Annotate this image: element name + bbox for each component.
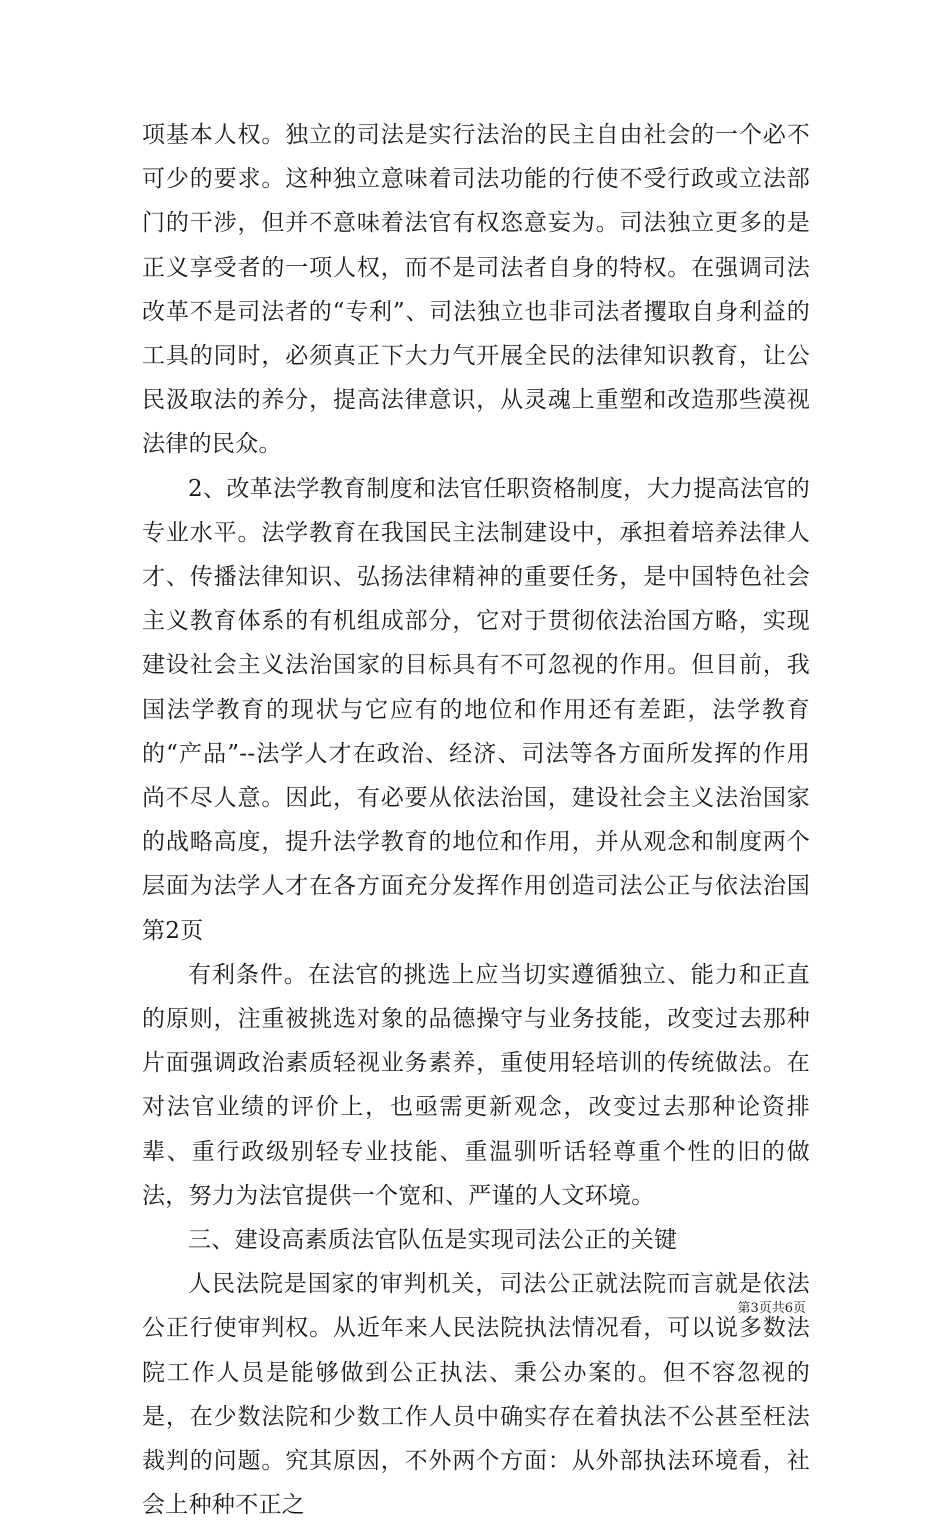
document-body <box>142 113 810 1528</box>
page-number-footer: 第3页共6页 <box>737 1301 806 1316</box>
paragraph-section-2: 2、改革法学教育制度和法官任职资格制度，大力提高法官的专业水平。法学教育在我国民主法制建设中，承担着培养法律人才、传播法律知识、弘扬法律精神的重要任务，是中国特色社会主义教育体系的有机组成部分，它对于贯彻依法治国方略，实现建设社会主义法治国家的目标具有不可忽视的作用。但目前，我国法学教育的现状与它应有的地位和作用还有差距，法学教育的“产品”--法学人才在政治、经济、司法等各方面所发挥的作用尚不尽人意。因此，有必要从依法治国，建设社会主义法治国家的战略高度，提升法学教育的地位和作用，并从观念和制度两个层面为法学人才在各方面充分发挥作用创造司法公正与依法治国第2页 <box>142 475 810 944</box>
paragraph-favorable-conditions: 有利条件。在法官的挑选上应当切实遵循独立、能力和正直的原则，注重被挑选对象的品德操守与业务技能，改变过去那种片面强调政治素质轻视业务素养，重使用轻培训的传统做法。在对法官业绩的评价上，也亟需更新观念，改变过去那种论资排辈、重行政级别轻专业技能、重温驯听话轻尊重个性的旧的做法，努力为法官提供一个宽和、严谨的人文环境。 <box>142 961 810 1209</box>
paragraph-continuation: 项基本人权。独立的司法是实行法治的民主自由社会的一个必不可少的要求。这种独立意味着司法功能的行使不受行政或立法部门的干涉，但并不意味着法官有权恣意妄为。司法独立更多的是正义享受者的一项人权，而不是司法者自身的特权。在强调司法改革不是司法者的“专利”、司法独立也非司法者攫取自身利益的工具的同时，必须真正下大力气开展全民的法律知识教育，让公民汲取法的养分，提高法律意识，从灵魂上重塑和改造那些漠视法律的民众。 <box>142 122 810 458</box>
paragraph-people-court: 人民法院是国家的审判机关，司法公正就法院而言就是依法公正行使审判权。从近年来人民法院执法情况看，可以说多数法院工作人员是能够做到公正执法、秉公办案的。但不容忽视的是，在少数法院和少数工作人员中确实存在着执法不公甚至枉法裁判的问题。究其原因，不外两个方面：从外部执法环境看，社会上种种不正之 <box>142 1271 810 1519</box>
section-heading-3: 三、建设高素质法官队伍是实现司法公正的关键 <box>188 1227 678 1254</box>
